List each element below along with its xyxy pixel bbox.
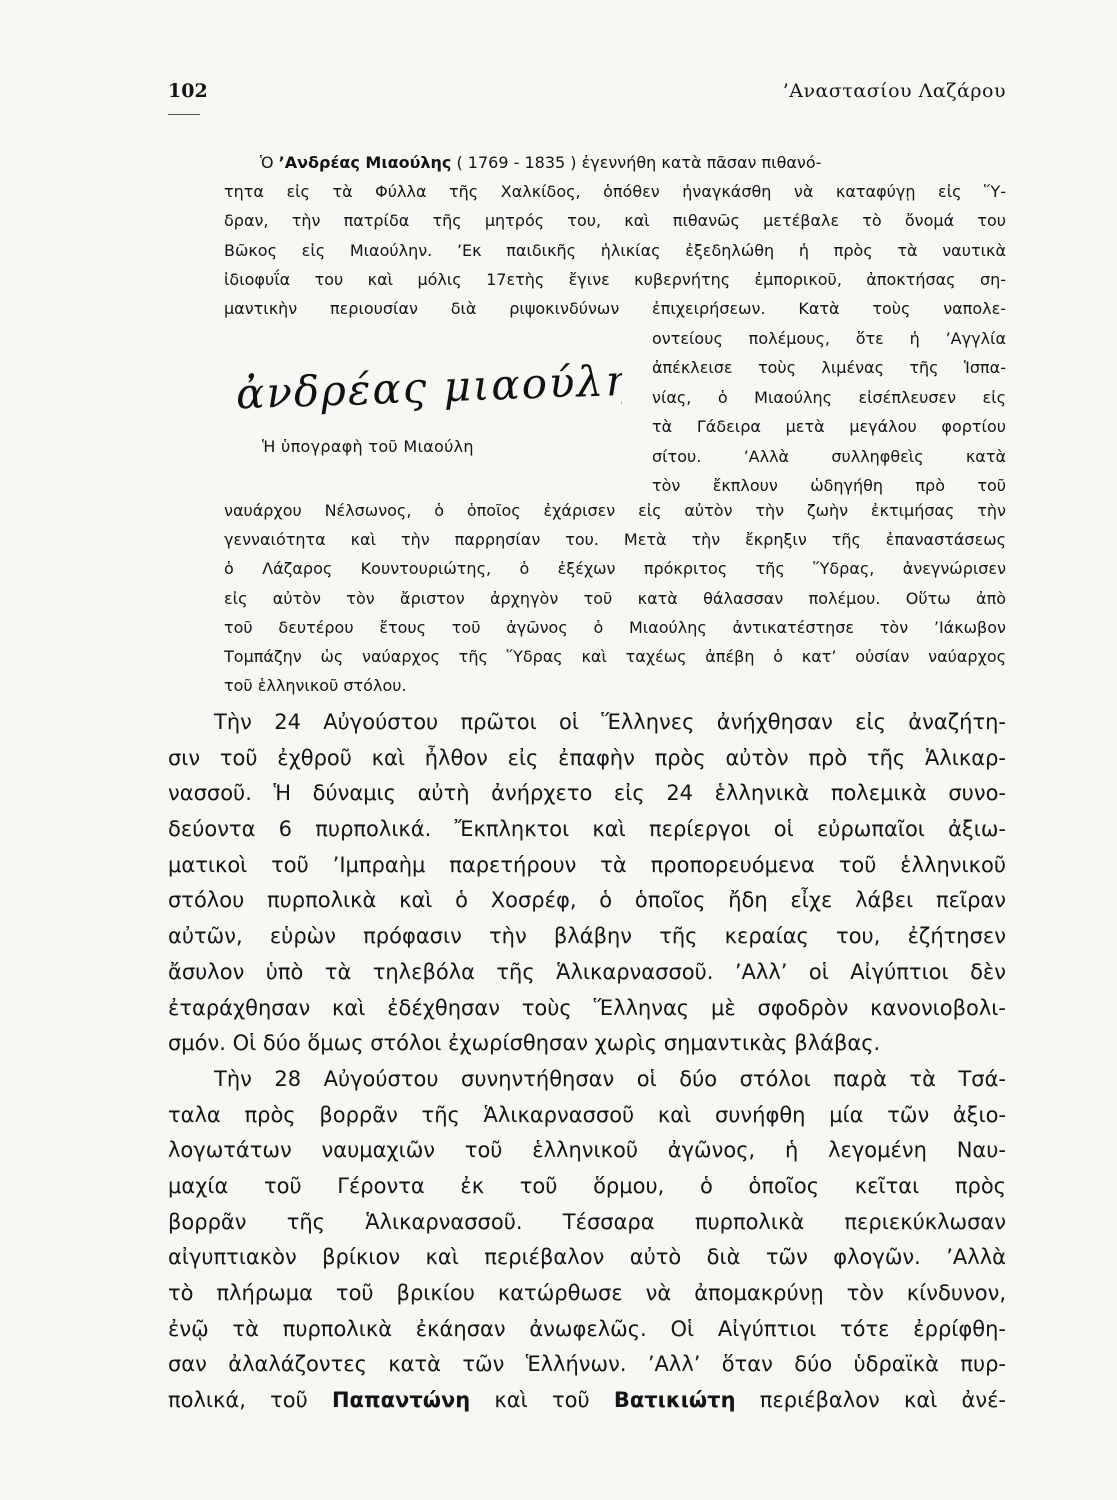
body-line: βορρᾶν τῆς Ἁλικαρνασσοῦ. Τέσσαρα πυρπολικὰ περιεκύκλωσαν [168, 1209, 1006, 1234]
header-rule [168, 114, 200, 115]
intro-line: σίτου. ’Αλλὰ συλληφθεὶς κατὰ [652, 446, 1006, 466]
intro-line: τὸν ἔκπλουν ὡδηγήθη πρὸ τοῦ [652, 475, 1006, 495]
signature-text: ἀνδρέας μιαούλης [235, 354, 622, 419]
body-line: μαχία τοῦ Γέροντα ἐκ τοῦ ὅρμου, ὁ ὁποῖος κεῖται πρὸς [168, 1173, 1006, 1198]
intro-line: νίας, ὁ Μιαούλης εἰσέπλευσεν εἰς [652, 387, 1006, 407]
body-line: ἐνῷ τὰ πυρπολικὰ ἐκάησαν ἀνωφελῶς. Οἱ Αἰγύπτιοι τότε ἐρρίφθη- [168, 1316, 1006, 1341]
page-number: 102 [168, 80, 208, 102]
intro-side-column [652, 324, 1006, 500]
intro-line: γενναιότητα καὶ τὴν παρρησίαν του. Μετὰ τὴν ἔκρηξιν τῆς ἐπαναστάσεως [224, 530, 1006, 550]
body-line: πολικά, τοῦ Παπαντώνη καὶ τοῦ Βατικιώτη περιέβαλον καὶ ἀνέ- [168, 1388, 1007, 1413]
body-line: τὸ πλήρωμα τοῦ βρικίου κατώρθωσε νὰ ἀπομακρύνῃ τὸν κίνδυνον, [168, 1281, 1006, 1305]
name-papantonis: Παπαντώνη [331, 1388, 471, 1413]
body-line: Τὴν 24 Αὐγούστου πρῶτοι οἱ Ἕλληνες ἀνήχθησαν εἰς ἀναζήτη- [214, 710, 1006, 734]
body-line: ματικοὶ τοῦ ’Ιμπραὴμ παρετήρουν τὰ προπορευόμενα τοῦ ἑλληνικοῦ [168, 852, 1006, 877]
intro-continuation [224, 496, 1006, 700]
running-head: ’Αναστασίου Λαζάρου [782, 80, 1006, 102]
body-line: στόλου πυρπολικὰ καὶ ὁ Χοσρέφ, ὁ ὁποῖος ἤδη εἶχε λάβει πεῖραν [168, 888, 1006, 913]
intro-line: οντείους πολέμους, ὅτε ἡ ’Αγγλία [652, 329, 1006, 348]
intro-line: δραν, τὴν πατρίδα τῆς μητρός του, καὶ πιθανῶς μετέβαλε τὸ ὄνομά του [224, 211, 1006, 231]
signature-image [232, 350, 622, 430]
intro-line: ὁ Λάζαρος Κουντουριώτης, ὁ ἐξέχων πρόκριτος τῆς Ὕδρας, ἀνεγνώρισεν [224, 559, 1006, 579]
name-vatikiotis: Βατικιώτη [613, 1388, 736, 1413]
intro-line: τητα εἰς τὰ Φύλλα τῆς Χαλκίδος, ὁπόθεν ἠναγκάσθη νὰ καταφύγῃ εἰς Ὕ- [224, 182, 1006, 202]
intro-paragraph [224, 148, 1006, 323]
intro-line: μαντικὴν περιουσίαν διὰ ριψοκινδύνων ἐπιχειρήσεων. Κατὰ τοὺς ναπολε- [224, 298, 1006, 318]
signature-svg [232, 350, 622, 430]
intro-line: Βῶκος εἰς Μιαούλην. ’Εκ παιδικῆς ἡλικίας ἐξεδηλώθη ἡ πρὸς τὰ ναυτικὰ [224, 240, 1006, 260]
body-line: σμόν. Οἱ δύο ὅμως στόλοι ἐχωρίσθησαν χωρὶς σημαντικὰς βλάβας. [168, 1031, 881, 1056]
body-line: ἄσυλον ὑπὸ τὰ τηλεβόλα τῆς Ἁλικαρνασσοῦ. ’Αλλ’ οἱ Αἰγύπτιοι δὲν [168, 959, 1006, 984]
intro-line: τοῦ δευτέρου ἔτους τοῦ ἀγῶνος ὁ Μιαούλης ἀντικατέστησε τὸν ’Ιάκωβον [224, 617, 1006, 637]
intro-line: ναυάρχου Νέλσωνος, ὁ ὁποῖος ἐχάρισεν εἰς αὐτὸν τὴν ζωὴν ἐκτιμήσας τὴν [224, 501, 1006, 520]
body-line: ἐταράχθησαν καὶ ἐδέχθησαν τοὺς Ἕλληνας μὲ σφοδρὸν κανονιοβολι- [168, 995, 1006, 1020]
body-line: ταλα πρὸς βορρᾶν τῆς Ἁλικαρνασσοῦ καὶ συνήφθη μία τῶν ἀξιο- [168, 1102, 1006, 1127]
subject-name: ’Ανδρέας Μιαούλης [278, 153, 452, 172]
body-line: αὐτῶν, εὑρὼν πρόφασιν τὴν βλάβην τῆς κεραίας του, ἐζήτησεν [168, 924, 1006, 949]
intro-line: εἰς αὐτὸν τὸν ἄριστον ἀρχηγὸν τοῦ κατὰ θάλασσαν πολέμου. Οὕτω ἀπὸ [224, 588, 1006, 608]
body-line: αἰγυπτιακὸν βρίκιον καὶ περιέβαλον αὐτὸ διὰ τῶν φλογῶν. ’Αλλὰ [168, 1245, 1006, 1270]
intro-line: ἰδιοφυΐα του καὶ μόλις 17ετὴς ἔγινε κυβερνήτης ἐμπορικοῦ, ἀποκτήσας ση- [224, 269, 1006, 289]
intro-line: τὰ Γάδειρα μετὰ μεγάλου φορτίου [652, 417, 1006, 437]
body-line: Τὴν 28 Αὐγούστου συνηντήθησαν οἱ δύο στόλοι παρὰ τὰ Τσά- [214, 1066, 1006, 1091]
intro-line: Ὁ ’Ανδρέας Μιαούλης ( 1769 - 1835 ) ἐγεννήθη κατὰ πᾶσαν πιθανό- [260, 153, 822, 172]
intro-line: ἀπέκλεισε τοὺς λιμένας τῆς Ἱσπα- [652, 358, 1006, 378]
intro-line: τοῦ ἑλληνικοῦ στόλου. [224, 676, 407, 696]
body-line: σαν ἀλαλάζοντες κατὰ τῶν Ἑλλήνων. ’Αλλ’ ὅταν δύο ὑδραϊκὰ πυρ- [168, 1352, 1006, 1377]
body-line: σιν τοῦ ἐχθροῦ καὶ ἦλθον εἰς ἐπαφὴν πρὸς αὐτὸν πρὸ τῆς Ἁλικαρ- [168, 745, 1006, 770]
body-line: δεύοντα 6 πυρπολικά. Ἔκπληκτοι καὶ περίεργοι οἱ εὐρωπαῖοι ἀξιω- [168, 817, 1006, 842]
body-line: νασσοῦ. Ἡ δύναμις αὐτὴ ἀνήρχετο εἰς 24 ἑλληνικὰ πολεμικὰ συνο- [168, 781, 1006, 806]
intro-line: Τομπάζην ὡς ναύαρχος τῆς Ὕδρας καὶ ταχέως ἀπέβη ὁ κατ’ οὐσίαν ναύαρχος [224, 646, 1006, 666]
page-header [168, 80, 1006, 112]
body-line: λογωτάτων ναυμαχιῶν τοῦ ἑλληνικοῦ ἀγῶνος, ἡ λεγομένη Ναυ- [168, 1138, 1006, 1163]
figure-caption: Ἡ ὑπογραφὴ τοῦ Μιαούλη [262, 437, 474, 456]
main-text [168, 705, 1006, 1419]
